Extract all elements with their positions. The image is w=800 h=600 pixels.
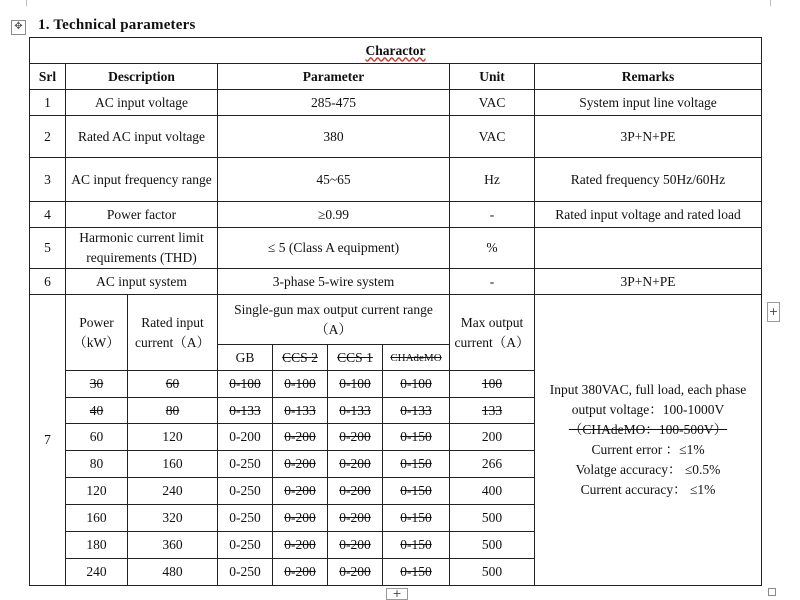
cell-gb: 0-250 [218,451,273,478]
cell-srl: 2 [30,116,66,158]
header-unit: Unit [450,64,535,90]
cell-remarks: System input line voltage [535,90,762,116]
section-heading: 1. Technical parameters [38,17,196,33]
cell-current: 360 [128,532,218,559]
cell-max: 500 [450,532,535,559]
cell-srl: 4 [30,202,66,228]
cell-unit: VAC [450,90,535,116]
cell-parameter: 285-475 [218,90,450,116]
cell-ccs1: 0-200 [328,478,383,505]
cell-power: 30 [66,371,128,398]
header-parameter: Parameter [218,64,450,90]
cell-ccs2: 0-200 [273,532,328,559]
cell-max: 400 [450,478,535,505]
cell-unit: VAC [450,116,535,158]
cell-chademo: 0-150 [383,532,450,559]
cell-remarks: Rated input voltage and rated load [535,202,762,228]
cell-remarks: Rated frequency 50Hz/60Hz [535,158,762,202]
table-row [30,116,762,158]
cell-chademo: 0-150 [383,478,450,505]
cell-power: 40 [66,398,128,424]
cell-description: AC input voltage [66,90,218,116]
cell-current: 480 [128,559,218,586]
table-row [30,90,762,116]
cell-ccs1: 0-200 [328,559,383,586]
cell-max: 133 [450,398,535,424]
header-gb: GB [218,345,273,371]
cell-srl: 7 [30,295,66,586]
header-ccs2: CCS 2 [273,345,328,371]
cell-ccs2: 0-200 [273,424,328,451]
cell-ccs2: 0-133 [273,398,328,424]
cell-unit: Hz [450,158,535,202]
remark-line: （CHAdeMO：100-500V） [568,422,728,437]
cell-chademo: 0-150 [383,424,450,451]
cell-srl: 3 [30,158,66,202]
table-row [30,158,762,202]
cell-ccs2: 0-200 [273,451,328,478]
cell-power: 120 [66,478,128,505]
cell-ccs1: 0-100 [328,371,383,398]
cell-current: 240 [128,478,218,505]
remark-line: Input 380VAC, full load, each phase output voltage：100-1000V [549,382,747,417]
cell-description: AC input frequency range [66,158,218,202]
cell-gb: 0-250 [218,559,273,586]
page-corner-mark [18,0,27,6]
cell-power: 180 [66,532,128,559]
cell-ccs2: 0-200 [273,559,328,586]
header-output-range: Single-gun max output current range （A） [218,295,450,345]
cell-power: 60 [66,424,128,451]
cell-current: 160 [128,451,218,478]
cell-max: 266 [450,451,535,478]
cell-chademo: 0-150 [383,505,450,532]
cell-gb: 0-100 [218,371,273,398]
cell-unit: % [450,228,535,269]
cell-chademo: 0-100 [383,371,450,398]
cell-power: 240 [66,559,128,586]
cell-max: 500 [450,505,535,532]
header-remarks: Remarks [535,64,762,90]
cell-remarks [535,228,762,269]
header-ccs1: CCS 1 [328,345,383,371]
cell-parameter: ≤ 5 (Class A equipment) [218,228,450,269]
add-row-button[interactable]: + [386,588,408,600]
cell-chademo: 0-150 [383,559,450,586]
cell-ccs2: 0-100 [273,371,328,398]
cell-unit: - [450,202,535,228]
header-power: Power（kW） [66,295,128,371]
cell-ccs1: 0-200 [328,424,383,451]
table-caption: Charactor [30,38,762,64]
cell-ccs1: 0-200 [328,532,383,559]
cell-parameter: 380 [218,116,450,158]
cell-gb: 0-200 [218,424,273,451]
cell-ccs1: 0-200 [328,451,383,478]
page-corner-mark [770,0,779,6]
cell-remarks: 3P+N+PE [535,269,762,295]
cell-srl: 1 [30,90,66,116]
cell-max: 200 [450,424,535,451]
cell-current: 80 [128,398,218,424]
cell-description: Rated AC input voltage [66,116,218,158]
remark-line: Current error ：≤1% [591,442,705,457]
header-chademo: CHAdeMO [383,345,450,371]
table-row [30,228,762,269]
cell-description: AC input system [66,269,218,295]
cell-ccs1: 0-200 [328,505,383,532]
cell-current: 60 [128,371,218,398]
table-row [30,269,762,295]
cell-gb: 0-133 [218,398,273,424]
cell-remarks: 3P+N+PE [535,116,762,158]
cell-chademo: 0-133 [383,398,450,424]
cell-unit: - [450,269,535,295]
cell-current: 120 [128,424,218,451]
cell-ccs2: 0-200 [273,505,328,532]
cell-gb: 0-250 [218,478,273,505]
cell-max: 100 [450,371,535,398]
cell-srl: 6 [30,269,66,295]
header-rated-current: Rated input current（A） [128,295,218,371]
cell-srl: 5 [30,228,66,269]
table-move-handle-icon[interactable]: ✥ [11,20,26,35]
header-description: Description [66,64,218,90]
cell-max: 500 [450,559,535,586]
cell-current: 320 [128,505,218,532]
cell-power: 160 [66,505,128,532]
remark-line: Volatge accuracy： ≤0.5% [575,462,721,477]
table-row [30,202,762,228]
cell-ccs1: 0-133 [328,398,383,424]
header-max-output: Max output current（A） [450,295,535,371]
cell-parameter: 3-phase 5-wire system [218,269,450,295]
table-resize-handle[interactable] [768,588,776,596]
cell-description: Harmonic current limit requirements (THD) [66,228,218,269]
cell-chademo: 0-150 [383,451,450,478]
cell-parameter: 45~65 [218,158,450,202]
header-srl: Srl [30,64,66,90]
remark-line: Current accuracy： ≤1% [580,482,716,497]
cell-parameter: ≥0.99 [218,202,450,228]
cell-power: 80 [66,451,128,478]
technical-parameters-table [29,37,762,586]
cell-remarks-row7 [535,295,762,586]
add-column-button[interactable]: + [767,302,780,322]
cell-gb: 0-250 [218,532,273,559]
cell-ccs2: 0-200 [273,478,328,505]
cell-description: Power factor [66,202,218,228]
cell-gb: 0-250 [218,505,273,532]
